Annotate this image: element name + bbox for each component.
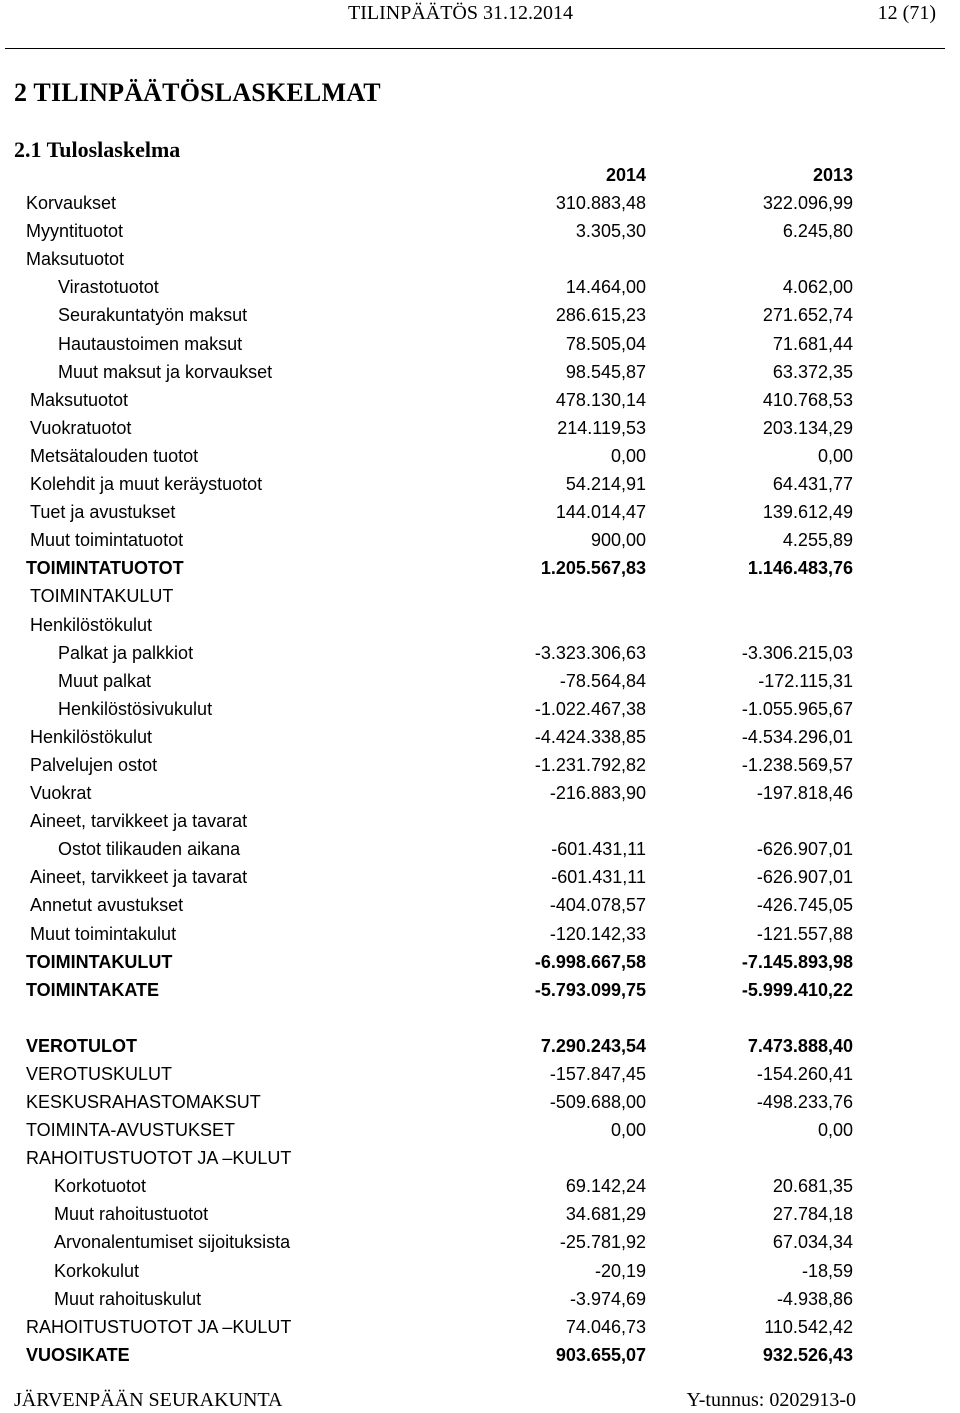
value-2014: 0,00 [610, 445, 646, 466]
row-label: RAHOITUSTUOTOT JA –KULUT [26, 1316, 292, 1337]
table-row [0, 668, 960, 696]
page-header [0, 0, 960, 30]
value-2013: 6.245,80 [782, 221, 853, 242]
row-label: Henkilöstösivukulut [58, 698, 213, 719]
row-label: Muut toimintakulut [30, 923, 177, 944]
table-row [0, 471, 960, 499]
row-label: KESKUSRAHASTOMAKSUT [26, 1092, 261, 1112]
table-row [0, 1117, 960, 1145]
value-2014: 310.883,48 [555, 193, 646, 214]
value-2014: -404.078,57 [549, 895, 646, 916]
row-label: RAHOITUSTUOTOT JA –KULUT [26, 1148, 292, 1169]
value-2014: -157.847,45 [549, 1063, 646, 1084]
row-label: Palkat ja palkkiot [58, 642, 194, 663]
row-label: Virastotuotot [58, 277, 159, 298]
table-row [0, 443, 960, 471]
value-2013: -7.145.893,98 [741, 951, 853, 972]
table-row [0, 921, 960, 949]
value-2014: -601.431,11 [551, 867, 646, 888]
value-2013: -121.557,88 [756, 923, 853, 944]
footer-organization: JÄRVENPÄÄN SEURAKUNTA [14, 1389, 283, 1411]
value-2014: -1.231.792,82 [534, 754, 646, 775]
row-label: Maksutuotot [26, 249, 125, 270]
row-label: Muut rahoituskulut [54, 1288, 202, 1309]
row-label: Korkotuotot [54, 1176, 147, 1197]
row-label: Henkilöstökulut [30, 614, 153, 635]
column-header-2013: 2013 [812, 165, 853, 185]
row-label: Metsätalouden tuotot [30, 445, 199, 466]
row-label: Arvonalentumiset sijoituksista [54, 1232, 291, 1253]
footer-business-id: Y-tunnus: 0202913-0 [686, 1389, 856, 1411]
value-2014: 3.305,30 [575, 221, 646, 242]
table-row [0, 190, 960, 218]
value-2013: -626.907,01 [756, 867, 853, 888]
value-2014: 34.681,29 [565, 1204, 646, 1225]
table-row [0, 499, 960, 527]
row-label: TOIMINTAKATE [26, 979, 159, 1000]
row-label: TOIMINTAKULUT [30, 586, 174, 607]
table-row [0, 949, 960, 977]
row-label: Korkokulut [54, 1260, 140, 1281]
row-label: Korvaukset [26, 193, 117, 214]
value-2013: 4.062,00 [782, 277, 853, 298]
table-row [0, 1258, 960, 1286]
income-statement-table [0, 162, 960, 1370]
value-2013: 4.255,89 [782, 530, 853, 551]
value-2014: 1.205.567,83 [540, 558, 646, 579]
table-row [0, 583, 960, 611]
value-2013: 67.034,34 [772, 1232, 853, 1253]
value-2013: -498.233,76 [756, 1092, 853, 1112]
value-2013: -197.818,46 [756, 783, 853, 804]
row-label: Hautaustoimen maksut [58, 333, 243, 354]
value-2014: 69.142,24 [565, 1176, 646, 1197]
row-label: Muut palkat [58, 670, 152, 691]
table-row [0, 302, 960, 330]
row-label: Muut toimintatuotot [30, 530, 184, 551]
value-2014: 286.615,23 [555, 305, 646, 326]
value-2014: -601.431,11 [551, 839, 646, 860]
table-row [0, 1145, 960, 1173]
value-2013: -426.745,05 [756, 895, 853, 916]
value-2014: -216.883,90 [549, 783, 646, 804]
value-2014: -1.022.467,38 [534, 698, 646, 719]
value-2013: 64.431,77 [772, 474, 853, 495]
value-2013: 71.681,44 [772, 333, 853, 354]
value-2013: -4.534.296,01 [741, 726, 853, 747]
table-row [0, 612, 960, 640]
value-2014: -6.998.667,58 [534, 951, 646, 972]
value-2014: 54.214,91 [565, 474, 646, 495]
value-2014: -20,19 [594, 1260, 646, 1281]
value-2013: -3.306.215,03 [741, 642, 853, 663]
table-row [0, 977, 960, 1005]
value-2014: 900,00 [590, 530, 646, 551]
value-2014: 98.545,87 [565, 361, 646, 382]
value-2013: 271.652,74 [762, 305, 853, 326]
value-2014: -120.142,33 [549, 923, 646, 944]
value-2014: -3.323.306,63 [534, 642, 646, 663]
table-row [0, 892, 960, 920]
header-divider [5, 48, 945, 49]
table-row [0, 555, 960, 583]
column-header-2014: 2014 [605, 165, 646, 185]
row-label: TOIMINTA-AVUSTUKSET [26, 1120, 236, 1141]
value-2013: -626.907,01 [756, 839, 853, 860]
value-2013: 0,00 [817, 1120, 853, 1141]
section-title: 2 TILINPÄÄTÖSLASKELMAT [14, 78, 381, 107]
row-label: Palvelujen ostot [30, 754, 158, 775]
subsection-title: 2.1 Tuloslaskelma [14, 137, 181, 162]
value-2014: 478.130,14 [555, 389, 646, 410]
value-2013: 63.372,35 [772, 361, 853, 382]
value-2014: -509.688,00 [549, 1092, 646, 1112]
value-2013: -18,59 [801, 1260, 853, 1281]
value-2014: 0,00 [610, 1120, 646, 1141]
value-2013: 322.096,99 [762, 193, 853, 214]
table-row [0, 331, 960, 359]
value-2013: 203.134,29 [762, 417, 853, 438]
value-2013: 1.146.483,76 [747, 558, 853, 579]
value-2013: 27.784,18 [772, 1204, 853, 1225]
value-2013: 20.681,35 [772, 1176, 853, 1197]
table-row [0, 1089, 960, 1117]
table-row [0, 640, 960, 668]
table-row [0, 218, 960, 246]
value-2013: -1.238.569,57 [741, 754, 853, 775]
value-2014: -4.424.338,85 [534, 726, 646, 747]
value-2014: -3.974,69 [569, 1288, 646, 1309]
table-row [0, 1229, 960, 1257]
table-row [0, 696, 960, 724]
table-row [0, 527, 960, 555]
value-2013: 139.612,49 [762, 502, 853, 523]
row-label: Vuokrat [30, 783, 92, 804]
value-2013: 932.526,43 [762, 1344, 853, 1365]
row-label: VEROTULOT [26, 1035, 137, 1056]
row-label: Kolehdit ja muut keräystuotot [30, 474, 263, 495]
row-label: Vuokratuotot [30, 417, 132, 438]
row-label: Tuet ja avustukset [30, 502, 176, 523]
value-2013: -172.115,31 [758, 670, 853, 691]
row-label: Henkilöstökulut [30, 726, 153, 747]
statement-rows [0, 190, 960, 1370]
table-row [0, 1173, 960, 1201]
table-row [0, 1314, 960, 1342]
table-row [0, 752, 960, 780]
row-label: TOIMINTATUOTOT [26, 558, 184, 579]
row-label: Aineet, tarvikkeet ja tavarat [30, 867, 248, 888]
table-row [0, 1201, 960, 1229]
row-label: Maksutuotot [30, 389, 129, 410]
table-row [0, 724, 960, 752]
value-2013: -154.260,41 [756, 1063, 853, 1084]
row-label: Annetut avustukset [30, 895, 184, 916]
value-2014: -5.793.099,75 [534, 979, 646, 1000]
value-2014: -78.564,84 [559, 670, 646, 691]
row-label: Myyntituotot [26, 221, 124, 242]
value-2013: -4.938,86 [776, 1288, 853, 1309]
row-label: VUOSIKATE [26, 1344, 130, 1365]
row-label: Seurakuntatyön maksut [58, 305, 248, 326]
row-label: Aineet, tarvikkeet ja tavarat [30, 811, 248, 832]
value-2013: -1.055.965,67 [741, 698, 853, 719]
table-row [0, 1342, 960, 1370]
value-2014: 78.505,04 [565, 333, 646, 354]
table-row [0, 387, 960, 415]
value-2014: 144.014,47 [555, 502, 646, 523]
value-2014: -25.781,92 [559, 1232, 646, 1253]
table-row [0, 1061, 960, 1089]
value-2013: 410.768,53 [762, 389, 853, 410]
table-row [0, 864, 960, 892]
table-row [0, 274, 960, 302]
document-title: TILINPÄÄTÖS 31.12.2014 [348, 2, 573, 24]
column-header-row [0, 162, 960, 190]
row-label: Ostot tilikauden aikana [58, 839, 241, 860]
row-spacer [0, 1005, 960, 1033]
value-2014: 7.290.243,54 [540, 1035, 646, 1056]
table-row [0, 415, 960, 443]
table-row [0, 780, 960, 808]
page-number: 12 (71) [877, 2, 936, 24]
value-2013: 7.473.888,40 [747, 1035, 853, 1056]
value-2014: 903.655,07 [555, 1344, 646, 1365]
row-label: Muut maksut ja korvaukset [58, 361, 273, 382]
value-2014: 14.464,00 [565, 277, 646, 298]
value-2013: -5.999.410,22 [741, 979, 853, 1000]
value-2013: 110.542,42 [764, 1316, 853, 1337]
table-row [0, 359, 960, 387]
table-row [0, 808, 960, 836]
row-label: VEROTUSKULUT [26, 1063, 173, 1084]
table-row [0, 246, 960, 274]
value-2014: 74.046,73 [565, 1316, 646, 1337]
table-row [0, 1286, 960, 1314]
value-2013: 0,00 [817, 445, 853, 466]
row-label: TOIMINTAKULUT [26, 951, 173, 972]
row-label: Muut rahoitustuotot [54, 1204, 209, 1225]
value-2014: 214.119,53 [557, 417, 646, 438]
table-row [0, 836, 960, 864]
table-row [0, 1033, 960, 1061]
